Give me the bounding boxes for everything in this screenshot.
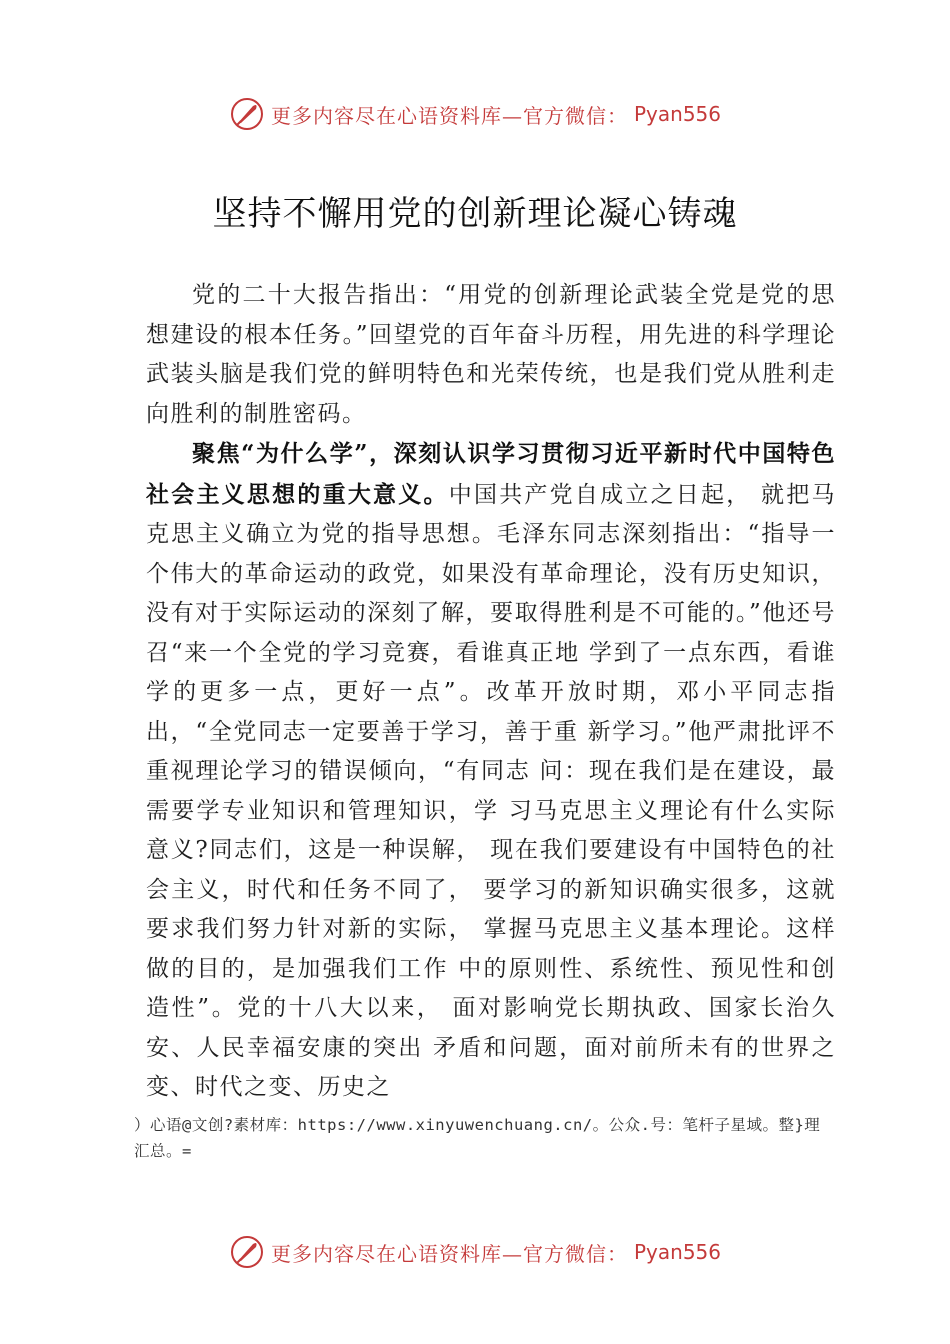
quill-pen-logo-icon bbox=[229, 1234, 265, 1270]
header-banner bbox=[0, 94, 950, 134]
paragraph-2-text: 中国共产党自成立之日起， 就把马克思主义确立为党的指导思想。毛泽东同志深刻指出：“指导一个伟大的革命运动的政党，如果没有革命理论，没有历史知识，没有对于实际运动的深刻了解，要取得胜利是不可能的。”他还号召“来一个全党的学习竞赛，看谁真正地 学到了一点东西，看谁学的更多一点，更好一点”。改革开放时期，邓小平同志指出，“全党同志一定要善于学习，善于重 新学习。”他严肃批评不重视理论学习的错误倾向，“有同志 问：现在我们是在建设，最需要学专业知识和管理知识，学 习马克思主义理论有什么实际意义?同志们，这是一种误解， 现在我们要建设有中国特色的社会主义，时代和任务不同了， 要学习的新知识确实很多，这就要求我们努力针对新的实际， 掌握马克思主义基本理论。这样做的目的，是加强我们工作 中的原则性、系统性、预见性和创造性”。党的十八大以来， 面对影响党长期执政、国家长治久安、人民幸福安康的突出 矛盾和问题，面对前所未有的世界之变、时代之变、历史之 bbox=[146, 481, 836, 1100]
banner-wechat-id: Pyan556 bbox=[633, 1240, 721, 1264]
source-footnote: ）心语@文创?素材库：https://www.xinyuwenchuang.cn/。公众.号：笔杆子星域。整}理汇总。= bbox=[134, 1116, 821, 1160]
banner-text: 更多内容尽在心语资料库—官方微信： bbox=[270, 1241, 628, 1266]
banner-text: 更多内容尽在心语资料库—官方微信： bbox=[270, 103, 628, 128]
paragraph-2-heading: 聚焦“为什么学”，深刻认识学习贯彻习近平新时代中国特色社会主义思想的重大意义。 bbox=[146, 440, 836, 508]
footer-banner bbox=[0, 1232, 950, 1272]
paragraph-1: 党的二十大报告指出：“用党的创新理论武装全党是党的思想建设的根本任务。”回望党的百年奋斗历程，用先进的科学理论武装头脑是我们党的鲜明特色和光荣传统，也是我们党从胜利走向胜利的制胜密码。 bbox=[146, 282, 836, 427]
document-body bbox=[146, 276, 836, 1108]
banner-wechat-id: Pyan556 bbox=[633, 102, 721, 126]
document-title: 坚持不懈用党的创新理论凝心铸魂 bbox=[212, 194, 738, 234]
paragraph-2 bbox=[146, 434, 836, 1108]
quill-pen-logo-icon bbox=[229, 96, 265, 132]
